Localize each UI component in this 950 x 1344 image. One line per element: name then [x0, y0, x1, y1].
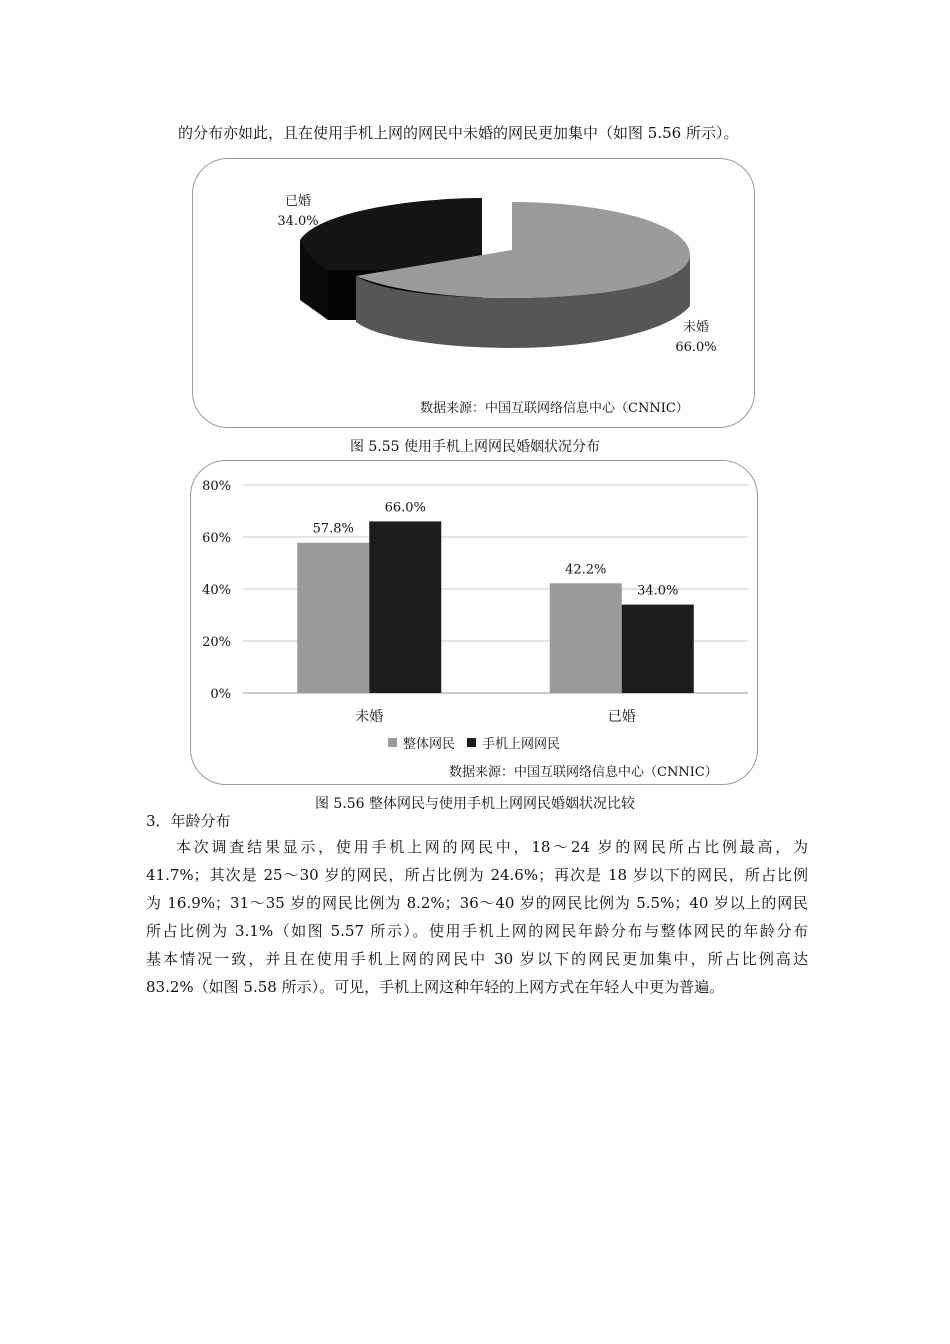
pie-label-married-name: 已婚 — [284, 194, 311, 209]
paragraph-line-2: 41.7%；其次是 25～30 岁的网民，所占比例为 24.6%；再次是 18 岁以下的网民，所占比例 — [146, 866, 808, 884]
bar — [297, 543, 369, 693]
y-tick-label: 60% — [202, 531, 231, 546]
legend-swatch-overall — [388, 738, 397, 747]
bar-data-label: 57.8% — [312, 521, 354, 537]
bar-data-label: 34.0% — [637, 583, 679, 599]
bar — [550, 583, 622, 693]
intro-text: 的分布亦如此，且在使用手机上网的网民中未婚的网民更加集中（如图 5.56 所示）。 — [178, 124, 739, 142]
bar-legend — [388, 733, 560, 752]
pie-data-source: 数据来源：中国互联网络信息中心（CNNIC） — [420, 401, 689, 416]
x-category-label: 已婚 — [607, 709, 636, 725]
paragraph-line-3: 为 16.9%；31～35 岁的网民比例为 8.2%；36～40 岁的网民比例为 5.5%；40 岁以上的网民 — [146, 894, 808, 912]
y-tick-label: 20% — [202, 635, 231, 650]
pie-label-unmarried-value: 66.0% — [675, 340, 717, 355]
bar-data-label: 42.2% — [565, 562, 607, 578]
paragraph-line-4: 所占比例为 3.1%（如图 5.57 所示）。使用手机上网的网民年龄分布与整体网民的年龄分布 — [146, 922, 808, 940]
legend-label-overall: 整体网民 — [403, 737, 456, 752]
section-heading: 3．年龄分布 — [146, 812, 231, 830]
pie-label-unmarried-name: 未婚 — [682, 320, 709, 335]
bar-data-source: 数据来源：中国互联网络信息中心（CNNIC） — [449, 765, 718, 780]
pie-label-married-value: 34.0% — [277, 214, 319, 229]
legend-label-mobile: 手机上网网民 — [482, 737, 561, 752]
y-tick-label: 80% — [202, 479, 231, 494]
figure-5-55-caption: 图 5.55 使用手机上网网民婚姻状况分布 — [349, 439, 601, 455]
figure-5-56-caption: 图 5.56 整体网民与使用手机上网网民婚姻状况比较 — [314, 796, 636, 812]
section-paragraph — [146, 833, 808, 1001]
bar-data-label: 66.0% — [384, 500, 426, 516]
bar — [369, 521, 441, 693]
x-category-label: 未婚 — [355, 709, 384, 725]
bar — [622, 605, 694, 693]
y-tick-label: 0% — [210, 687, 231, 702]
y-tick-label: 40% — [202, 583, 231, 598]
paragraph-line-5: 基本情况一致，并且在使用手机上网的网民中 30 岁以下的网民更加集中，所占比例高达 — [146, 950, 808, 968]
legend-swatch-mobile — [467, 738, 476, 747]
paragraph-line-6: 83.2%（如图 5.58 所示）。可见，手机上网这种年轻的上网方式在年轻人中更为普遍。 — [146, 978, 725, 996]
paragraph-line-1: 本次调查结果显示，使用手机上网的网民中，18～24 岁的网民所占比例最高，为 — [176, 838, 808, 856]
